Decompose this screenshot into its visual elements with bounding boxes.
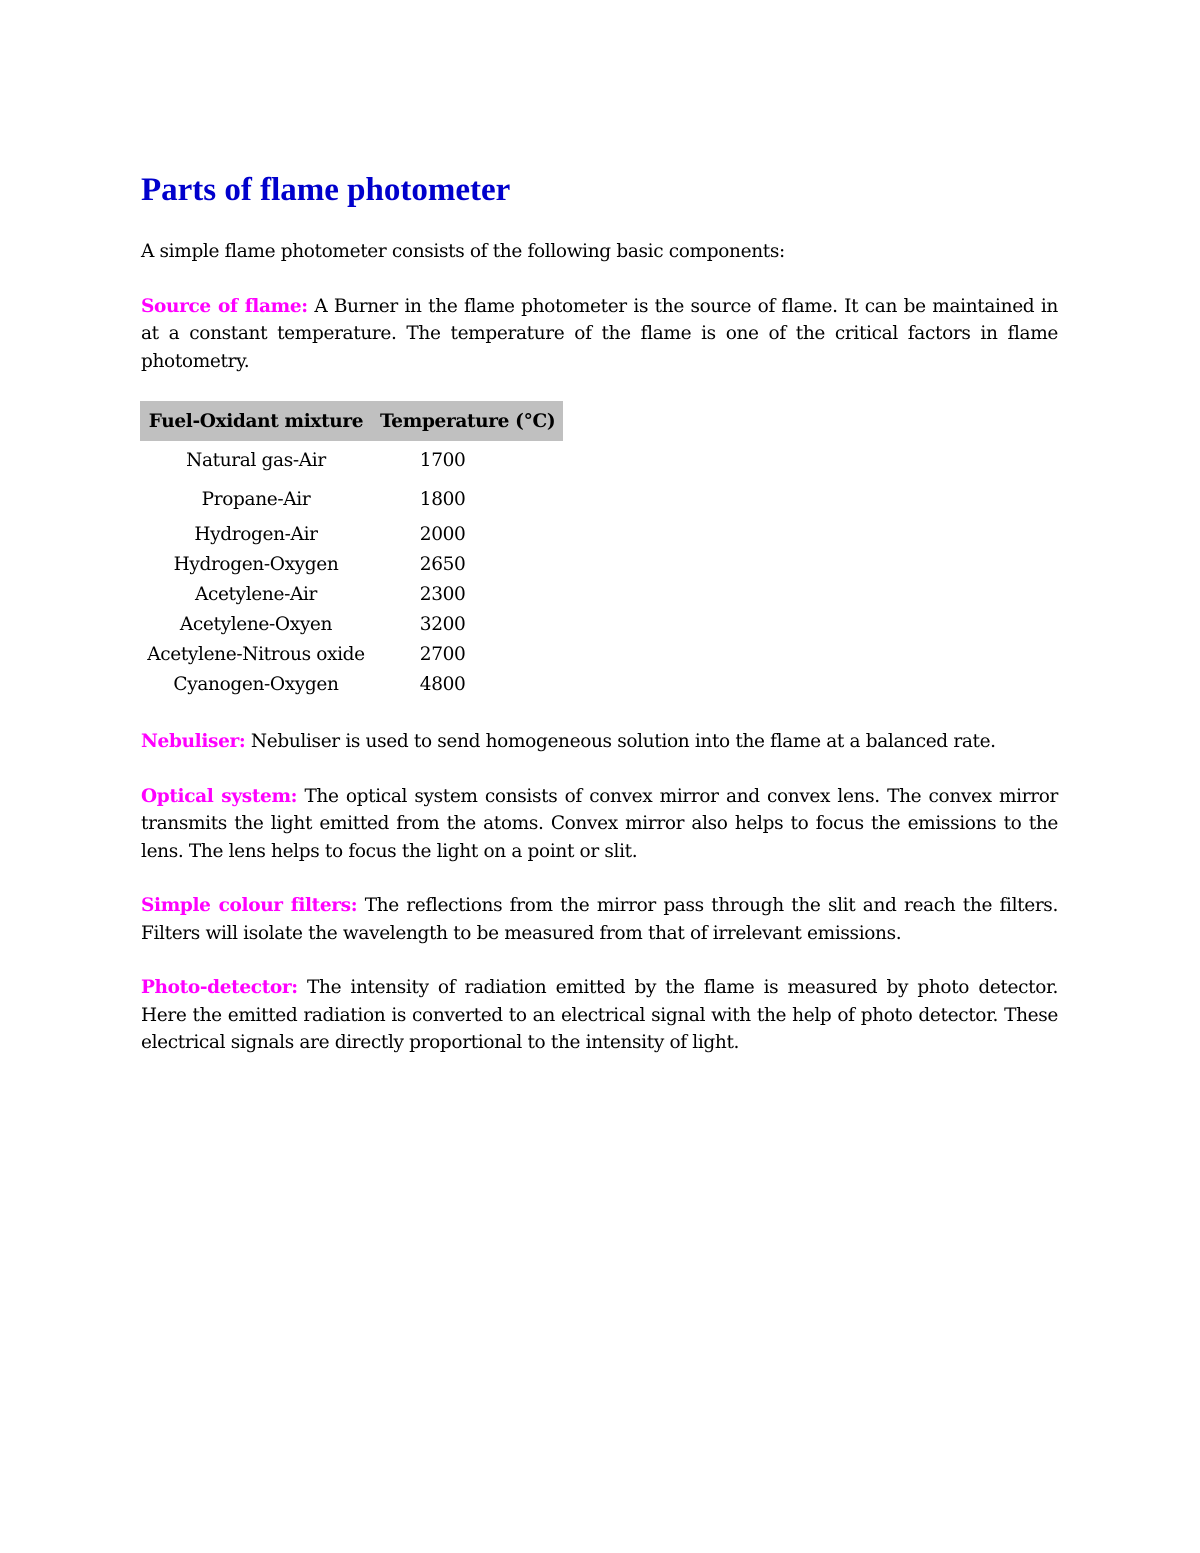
colour-filters-text: The reflections from the mirror pass through the slit and reach the filters. Filters will isolate the wavelength to be measured from that of irrelevant emissions. bbox=[141, 895, 1058, 944]
photo-detector-text: The intensity of radiation emitted by the flame is measured by photo detector. Here the emitted radiation is converted to an electrical signal with the help of photo detector. These electrical signals are directly proportional to the intensity of light. bbox=[141, 977, 1058, 1053]
nebuliser-paragraph bbox=[141, 728, 1058, 756]
temperature-cell: 1800 bbox=[419, 488, 466, 510]
document-page bbox=[141, 168, 1058, 1057]
mixture-cell: Cyanogen-Oxygen bbox=[173, 673, 339, 695]
fuel-temperature-table bbox=[140, 401, 563, 699]
mixture-cell: Acetylene-Oxyen bbox=[179, 613, 333, 635]
table-row bbox=[140, 639, 563, 669]
mixture-cell: Hydrogen-Oxygen bbox=[173, 553, 339, 575]
table-row bbox=[140, 549, 563, 579]
temperature-cell: 2700 bbox=[419, 643, 466, 665]
nebuliser-text: Nebuliser is used to send homogeneous solution into the flame at a balanced rate. bbox=[245, 731, 996, 752]
table-row bbox=[140, 479, 563, 519]
table-row bbox=[140, 579, 563, 609]
temperature-cell: 2000 bbox=[419, 523, 466, 545]
intro-paragraph: A simple flame photometer consists of the following basic components: bbox=[141, 241, 785, 262]
mixture-cell: Acetylene-Nitrous oxide bbox=[147, 643, 365, 665]
photo-detector-paragraph bbox=[141, 974, 1058, 1057]
source-of-flame-text: A Burner in the flame photometer is the source of flame. It can be maintained in at a constant temperature. The temperature of the flame is one of the critical factors in flame photometry. bbox=[141, 295, 1058, 372]
temperature-cell: 4800 bbox=[419, 673, 466, 695]
table-row bbox=[140, 609, 563, 639]
temperature-cell: 2300 bbox=[419, 583, 466, 605]
table-row bbox=[140, 669, 563, 699]
page-title: Parts of flame photometer bbox=[141, 172, 511, 208]
temperature-cell: 1700 bbox=[419, 449, 466, 471]
mixture-cell: Hydrogen-Air bbox=[194, 523, 318, 545]
header-fuel-oxidant: Fuel-Oxidant mixture bbox=[140, 401, 372, 441]
table-row bbox=[140, 519, 563, 549]
mixture-cell: Acetylene-Air bbox=[194, 583, 318, 605]
source-of-flame-paragraph bbox=[141, 293, 1058, 376]
optical-system-term: Optical system: bbox=[141, 785, 298, 807]
mixture-cell: Natural gas-Air bbox=[186, 449, 326, 471]
temperature-cell: 2650 bbox=[419, 553, 466, 575]
photo-detector-term: Photo-detector: bbox=[141, 977, 298, 998]
colour-filters-term: Simple colour filters: bbox=[141, 895, 358, 916]
table-row bbox=[140, 441, 563, 479]
temperature-cell: 3200 bbox=[419, 613, 466, 635]
table-header-row bbox=[140, 401, 563, 441]
optical-system-paragraph bbox=[141, 783, 1058, 866]
nebuliser-term: Nebuliser: bbox=[141, 731, 246, 752]
header-temperature: Temperature (°C) bbox=[372, 401, 563, 441]
colour-filters-paragraph bbox=[141, 892, 1058, 947]
optical-system-text: The optical system consists of convex mirror and convex lens. The convex mirror transmits the light emitted from the atoms. Convex mirror also helps to focus the emissions to the lens. The lens helps to focus the light on a point or slit. bbox=[141, 785, 1058, 862]
source-of-flame-term: Source of flame: bbox=[141, 295, 308, 317]
mixture-cell: Propane-Air bbox=[201, 488, 311, 510]
